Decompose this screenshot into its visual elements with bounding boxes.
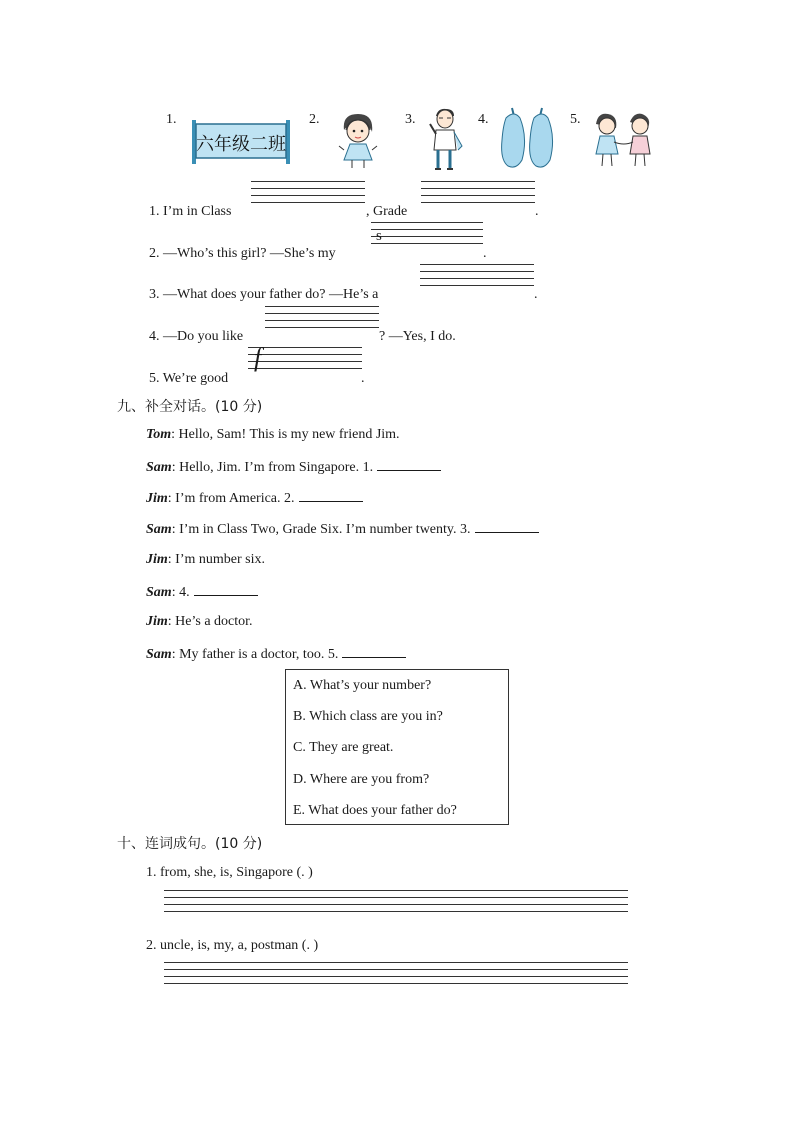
fill-in-prefix-1: 1. I’m in Class <box>149 204 232 219</box>
fill-in-end-4: ? —Yes, I do. <box>379 329 456 344</box>
fill-in-mid-1: , Grade <box>366 204 408 219</box>
speaker-name: Sam <box>146 460 172 475</box>
answer-blank[interactable] <box>475 520 539 533</box>
answer-blank[interactable] <box>342 645 406 658</box>
picture-number-3: 3. <box>405 112 416 127</box>
option-c: C. They are great. <box>293 740 394 755</box>
dialog-line <box>146 583 258 601</box>
fill-in-end-2: . <box>483 246 487 261</box>
fill-in-end-1: . <box>535 204 539 219</box>
dialog-line <box>146 489 363 507</box>
dialog-text: : Hello, Jim. I’m from Singapore. 1. <box>171 460 374 475</box>
speaker-name: Sam <box>146 522 172 537</box>
dialog-line <box>146 427 400 443</box>
dialog-text: : My father is a doctor, too. 5. <box>171 647 339 662</box>
picture-number-1: 1. <box>166 112 177 127</box>
fill-in-prefix-2: 2. —Who’s this girl? —She’s my <box>149 246 336 261</box>
class-sign-text: 六年级二班 <box>196 134 286 155</box>
girl-icon <box>336 110 380 177</box>
dialog-text: : I’m number six. <box>167 552 265 567</box>
class-sign-icon <box>188 118 294 166</box>
option-e: E. What does your father do? <box>293 803 457 818</box>
section-10-title: 十、连词成句。(10 分) <box>117 836 263 852</box>
picture-number-4: 4. <box>478 112 489 127</box>
fill-in-prefix-3: 3. —What does your father do? —He’s a <box>149 287 379 302</box>
fill-in-end-3: . <box>534 287 538 302</box>
picture-number-5: 5. <box>570 112 581 127</box>
speaker-name: Tom <box>146 427 172 442</box>
dialog-text: : I’m in Class Two, Grade Six. I’m number twenty. 3. <box>171 522 471 537</box>
hint-letter-s: s <box>376 228 382 244</box>
hint-letter-f: f <box>254 343 262 372</box>
reorder-item-2: 2. uncle, is, my, a, postman (. ) <box>146 938 319 953</box>
option-b: B. Which class are you in? <box>293 709 443 724</box>
dialog-text: : He’s a doctor. <box>167 614 253 629</box>
two-girls-icon <box>590 110 658 175</box>
option-a: A. What’s your number? <box>293 678 432 693</box>
dialog-line <box>146 645 406 663</box>
option-d: D. Where are you from? <box>293 772 430 787</box>
picture-number-2: 2. <box>309 112 320 127</box>
dialog-text: : Hello, Sam! This is my new friend Jim. <box>171 427 400 442</box>
answer-blank[interactable] <box>377 458 441 471</box>
dialog-line <box>146 520 539 538</box>
dialog-line <box>146 614 253 630</box>
speaker-name: Jim <box>146 552 168 567</box>
dialog-line <box>146 552 265 568</box>
fill-in-end-5: . <box>361 371 365 386</box>
fill-in-prefix-5: 5. We’re good <box>149 371 229 386</box>
dialog-text: : 4. <box>171 585 190 600</box>
section-9-title: 九、补全对话。(10 分) <box>117 399 263 415</box>
speaker-name: Sam <box>146 647 172 662</box>
answer-blank[interactable] <box>299 489 363 502</box>
doctor-man-icon <box>426 106 466 179</box>
fill-in-prefix-4: 4. —Do you like <box>149 329 244 344</box>
speaker-name: Jim <box>146 491 168 506</box>
answer-blank[interactable] <box>194 583 258 596</box>
speaker-name: Jim <box>146 614 168 629</box>
speaker-name: Sam <box>146 585 172 600</box>
eggplant-icon <box>498 106 556 177</box>
dialog-line <box>146 458 441 476</box>
dialog-text: : I’m from America. 2. <box>167 491 295 506</box>
reorder-item-1: 1. from, she, is, Singapore (. ) <box>146 865 313 880</box>
options-box <box>285 669 509 825</box>
